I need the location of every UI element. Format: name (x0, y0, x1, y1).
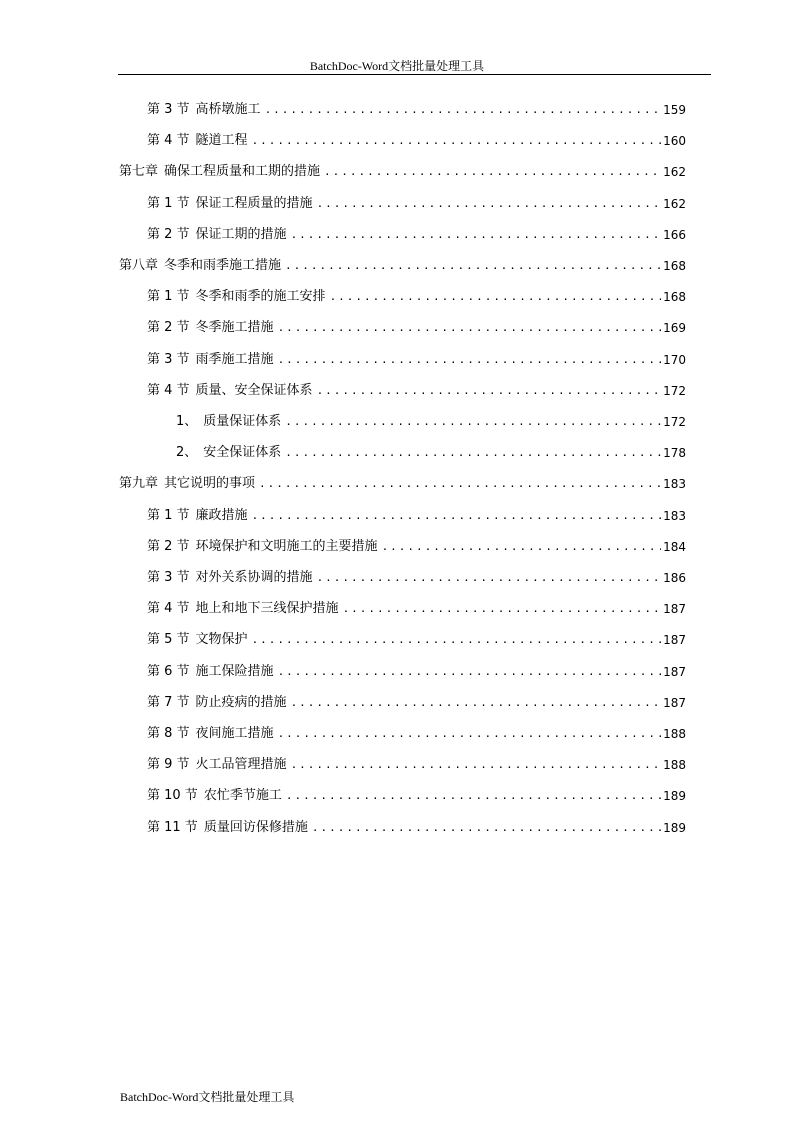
toc-dot-leader (317, 196, 662, 212)
toc-dot-leader (252, 133, 662, 149)
toc-entry[interactable] (147, 348, 686, 368)
toc-entry-title (147, 757, 291, 773)
toc-entry-number: 第 9 节 (147, 757, 190, 772)
toc-dot-leader (278, 352, 662, 368)
toc-entry-number: 第 1 节 (147, 196, 190, 211)
toc-entry-number: 第 3 节 (147, 102, 190, 117)
toc-entry-number: 第 10 节 (147, 788, 198, 803)
toc-entry-number: 第 7 节 (147, 695, 190, 710)
toc-dot-leader (278, 664, 662, 680)
toc-dot-leader (278, 320, 662, 336)
toc-entry-number: 第八章 (119, 258, 159, 273)
toc-page-number: 159 (663, 103, 686, 117)
toc-entry-number: 第 3 节 (147, 570, 190, 585)
toc-page-number: 168 (663, 259, 686, 273)
page-footer: BatchDoc-Word文档批量处理工具 (120, 1090, 295, 1104)
toc-entry[interactable] (147, 192, 686, 212)
toc-entry-number: 第 3 节 (147, 352, 190, 367)
toc-entry-label: 冬季和雨季的施工安排 (195, 289, 326, 304)
toc-entry-label: 火工品管理措施 (195, 757, 287, 772)
toc-dot-leader (285, 445, 661, 461)
toc-page-number: 169 (663, 321, 686, 335)
toc-entry[interactable] (147, 753, 686, 773)
toc-entry-label: 文物保护 (195, 632, 248, 647)
toc-dot-leader (286, 788, 661, 804)
toc-entry[interactable] (147, 316, 686, 336)
toc-dot-leader (330, 289, 662, 305)
toc-entry-title (147, 820, 312, 836)
toc-entry-label: 质量、安全保证体系 (195, 383, 313, 398)
toc-page-number: 187 (663, 696, 686, 710)
toc-entry-label: 夜间施工措施 (195, 726, 274, 741)
toc-page-number: 188 (663, 727, 686, 741)
toc-entry-number: 第 5 节 (147, 632, 190, 647)
toc-entry[interactable] (147, 597, 686, 617)
toc-entry-number: 第 4 节 (147, 383, 190, 398)
toc-page-number: 160 (663, 134, 686, 148)
toc-entry[interactable] (147, 566, 686, 586)
toc-entry[interactable] (119, 160, 686, 180)
toc-page-number: 166 (663, 228, 686, 242)
toc-page-number: 172 (663, 384, 686, 398)
toc-dot-leader (259, 476, 661, 492)
toc-dot-leader (317, 570, 662, 586)
page-header: BatchDoc-Word文档批量处理工具 (309, 59, 485, 73)
toc-entry-title (147, 320, 278, 336)
toc-entry[interactable] (147, 722, 686, 742)
toc-entry-title (147, 508, 252, 524)
toc-entry-label: 质量保证体系 (203, 414, 282, 429)
toc-entry-title (119, 476, 259, 492)
toc-entry-title (176, 445, 285, 461)
toc-entry-label: 环境保护和文明施工的主要措施 (195, 539, 378, 554)
toc-entry-label: 施工保险措施 (195, 664, 274, 679)
toc-entry[interactable] (147, 379, 686, 399)
toc-dot-leader (291, 757, 662, 773)
toc-entry-title (147, 695, 291, 711)
toc-entry-number: 第 1 节 (147, 508, 190, 523)
toc-entry-label: 对外关系协调的措施 (195, 570, 313, 585)
toc-entry-title (147, 632, 252, 648)
toc-page-number: 168 (663, 290, 686, 304)
toc-entry[interactable] (147, 535, 686, 555)
toc-entry[interactable] (147, 784, 686, 804)
toc-entry-number: 第 11 节 (147, 820, 198, 835)
toc-dot-leader (285, 414, 661, 430)
toc-entry[interactable] (147, 816, 686, 836)
toc-entry-number: 第 8 节 (147, 726, 190, 741)
toc-entry-label: 其它说明的事项 (164, 476, 256, 491)
toc-entry-title (147, 133, 252, 149)
toc-entry-title (147, 102, 265, 118)
toc-page-number: 189 (663, 821, 686, 835)
toc-entry[interactable] (119, 254, 686, 274)
toc-entry[interactable] (147, 129, 686, 149)
toc-entry-label: 防止疫病的措施 (195, 695, 287, 710)
toc-entry-number: 第 6 节 (147, 664, 190, 679)
toc-page-number: 170 (663, 353, 686, 367)
toc-page-number: 183 (663, 477, 686, 491)
toc-entry-number: 第 4 节 (147, 133, 190, 148)
toc-entry-number: 第九章 (119, 476, 159, 491)
toc-entry[interactable] (119, 472, 686, 492)
toc-entry[interactable] (147, 660, 686, 680)
toc-entry[interactable] (147, 98, 686, 118)
toc-dot-leader (278, 726, 662, 742)
toc-page-number: 187 (663, 602, 686, 616)
toc-entry-title (147, 726, 278, 742)
toc-dot-leader (252, 508, 662, 524)
toc-dot-leader (265, 102, 662, 118)
toc-page-number: 189 (663, 789, 686, 803)
toc-dot-leader (312, 820, 661, 836)
toc-entry-label: 安全保证体系 (203, 445, 282, 460)
toc-dot-leader (343, 601, 662, 617)
toc-dot-leader (317, 383, 662, 399)
toc-entry-title (147, 570, 317, 586)
toc-dot-leader (291, 695, 662, 711)
toc-page-number: 162 (663, 197, 686, 211)
toc-page-number: 187 (663, 633, 686, 647)
toc-entry-title (119, 164, 324, 180)
toc-entry-label: 冬季施工措施 (195, 320, 274, 335)
toc-entry-title (147, 227, 291, 243)
toc-entry-label: 地上和地下三线保护措施 (195, 601, 339, 616)
toc-entry-title (147, 539, 382, 555)
toc-entry-label: 高桥墩施工 (195, 102, 261, 117)
toc-entry-title (176, 414, 285, 430)
toc-entry-label: 农忙季节施工 (203, 788, 282, 803)
toc-entry-label: 保证工程质量的措施 (195, 196, 313, 211)
toc-entry-number: 第 4 节 (147, 601, 190, 616)
toc-entry-number: 第 2 节 (147, 227, 190, 242)
toc-page-number: 186 (663, 571, 686, 585)
toc-entry[interactable] (147, 285, 686, 305)
toc-entry-label: 质量回访保修措施 (203, 820, 308, 835)
toc-entry-title (147, 196, 317, 212)
toc-entry-title (147, 289, 330, 305)
toc-dot-leader (324, 164, 661, 180)
toc-entry-number: 第 2 节 (147, 539, 190, 554)
toc-entry-title (147, 664, 278, 680)
toc-entry-title (147, 601, 343, 617)
toc-entry-label: 隧道工程 (195, 133, 248, 148)
toc-dot-leader (291, 227, 662, 243)
toc-entry-label: 冬季和雨季施工措施 (164, 258, 282, 273)
toc-entry-label: 保证工期的措施 (195, 227, 287, 242)
toc-page-number: 187 (663, 665, 686, 679)
toc-page-number: 184 (663, 540, 686, 554)
toc-entry-label: 雨季施工措施 (195, 352, 274, 367)
toc-entry[interactable] (147, 504, 686, 524)
toc-dot-leader (382, 539, 662, 555)
toc-entry[interactable] (147, 223, 686, 243)
toc-entry-label: 确保工程质量和工期的措施 (164, 164, 321, 179)
toc-page-number: 183 (663, 509, 686, 523)
toc-entry[interactable] (176, 441, 686, 461)
toc-page-number: 172 (663, 415, 686, 429)
toc-entry-number: 2、 (176, 445, 198, 460)
toc-page-number: 162 (663, 165, 686, 179)
toc-entry-label: 廉政措施 (195, 508, 248, 523)
toc-entry-title (119, 258, 285, 274)
toc-entry-title (147, 352, 278, 368)
toc-entry[interactable] (147, 691, 686, 711)
toc-page-number: 188 (663, 758, 686, 772)
toc-entry-number: 第 2 节 (147, 320, 190, 335)
toc-entry-number: 第七章 (119, 164, 159, 179)
toc-dot-leader (252, 632, 662, 648)
toc-entry-title (147, 383, 317, 399)
toc-dot-leader (285, 258, 661, 274)
toc-entry[interactable] (176, 410, 686, 430)
toc-page-number: 178 (663, 446, 686, 460)
toc-entry-number: 第 1 节 (147, 289, 190, 304)
toc-entry-number: 1、 (176, 414, 198, 429)
toc-entry-title (147, 788, 286, 804)
toc-entry[interactable] (147, 628, 686, 648)
